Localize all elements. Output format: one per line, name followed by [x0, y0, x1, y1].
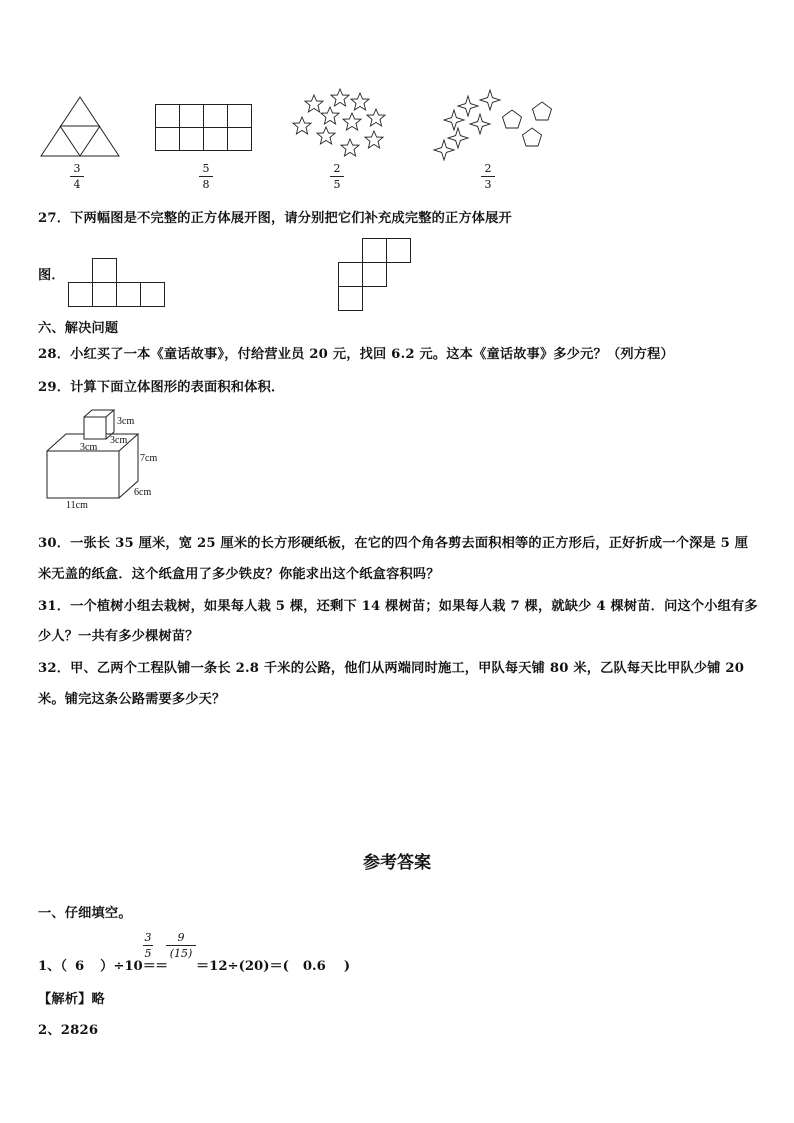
- question-28: 28．小红买了一本《童话故事》，付给营业员 20 元，找回 6.2 元。这本《童话故事》多少元？（列方程）: [38, 347, 674, 362]
- stars-figure: [290, 86, 390, 162]
- question-31-line2: 少人？一共有多少棵树苗？: [38, 629, 199, 644]
- answer-1-rest: [196, 955, 350, 974]
- numerator: 3: [144, 931, 152, 944]
- denominator: (15): [169, 947, 193, 960]
- answer-2: 2、2826: [38, 1023, 99, 1038]
- fraction-2-5: [327, 162, 347, 191]
- numerator: 5: [202, 162, 210, 175]
- dim-depth: 6cm: [134, 487, 152, 498]
- answer-1-mid1: ）÷10＝: [100, 959, 156, 974]
- question-32-line2: 米。铺完这条公路需要多少天？: [38, 692, 226, 707]
- triangle-figure: [40, 96, 120, 158]
- numerator: 2: [333, 162, 341, 175]
- fraction-2-3: [478, 162, 498, 191]
- answer-1-blank-c: 0.6: [302, 959, 326, 974]
- question-27-line2: 图．: [38, 268, 65, 283]
- numerator: 3: [73, 162, 81, 175]
- question-31-line1: 31．一个植树小组去栽树，如果每人栽 5 棵，还剩下 14 棵树苗；如果每人栽 7 棵，就缺少 4 棵树苗．问这个小组有多: [38, 599, 758, 614]
- denominator: 3: [484, 178, 492, 191]
- answers-section-heading: 一、仔细填空。: [38, 906, 132, 921]
- denominator: 5: [144, 947, 152, 960]
- question-27-line1: 27．下两幅图是不完整的正方体展开图，请分别把它们补充成完整的正方体展开: [38, 211, 512, 226]
- numerator: 2: [484, 162, 492, 175]
- answer-1-analysis: 【解析】略: [38, 992, 105, 1007]
- fraction-3-4: [67, 162, 87, 191]
- denominator: 5: [333, 178, 341, 191]
- answer-1-prefix: 1、（: [38, 959, 67, 974]
- question-30-line1: 30．一张长 35 厘米，宽 25 厘米的长方形硬纸板，在它的四个角各剪去面积相等的正方形后，正好折成一个深是 5 厘: [38, 536, 749, 551]
- cube-net-1: [67, 258, 167, 308]
- answer-1-mid2: ＝12÷(: [196, 959, 245, 974]
- fraction-5-8: [196, 162, 216, 191]
- mixed-shapes-figure: [432, 88, 556, 160]
- answer-1-blank-b: 20: [244, 959, 264, 974]
- answer-1-suffix: ): [343, 959, 351, 974]
- question-29: 29．计算下面立体图形的表面积和体积．: [38, 380, 285, 395]
- section-6-heading: 六、解决问题: [38, 321, 119, 336]
- question-30-line2: 米无盖的纸盒．这个纸盒用了多少铁皮？你能求出这个纸盒容积吗？: [38, 567, 440, 582]
- cube-net-2: [338, 238, 412, 312]
- dim-height: 7cm: [140, 453, 158, 464]
- grid-figure: [155, 104, 253, 152]
- answer-1-fraction-9-15: [166, 931, 196, 960]
- dim-small-right: 3cm: [110, 435, 128, 446]
- answer-1-blank-a: 6: [74, 959, 85, 974]
- answer-1-eq: ＝: [155, 959, 169, 974]
- question-32-line1: 32．甲、乙两个工程队铺一条长 2.8 千米的公路，他们从两端同时施工，甲队每天铺 80 米，乙队每天比甲队少铺 20: [38, 661, 745, 676]
- denominator: 4: [73, 178, 81, 191]
- dim-length: 11cm: [66, 500, 88, 511]
- dim-small-top: 3cm: [117, 416, 135, 427]
- answers-title: 参考答案: [363, 853, 431, 873]
- numerator: 9: [177, 931, 185, 944]
- denominator: 8: [202, 178, 210, 191]
- answer-1-mid3: )＝(: [263, 959, 289, 974]
- dim-small-bottom: 3cm: [80, 442, 98, 453]
